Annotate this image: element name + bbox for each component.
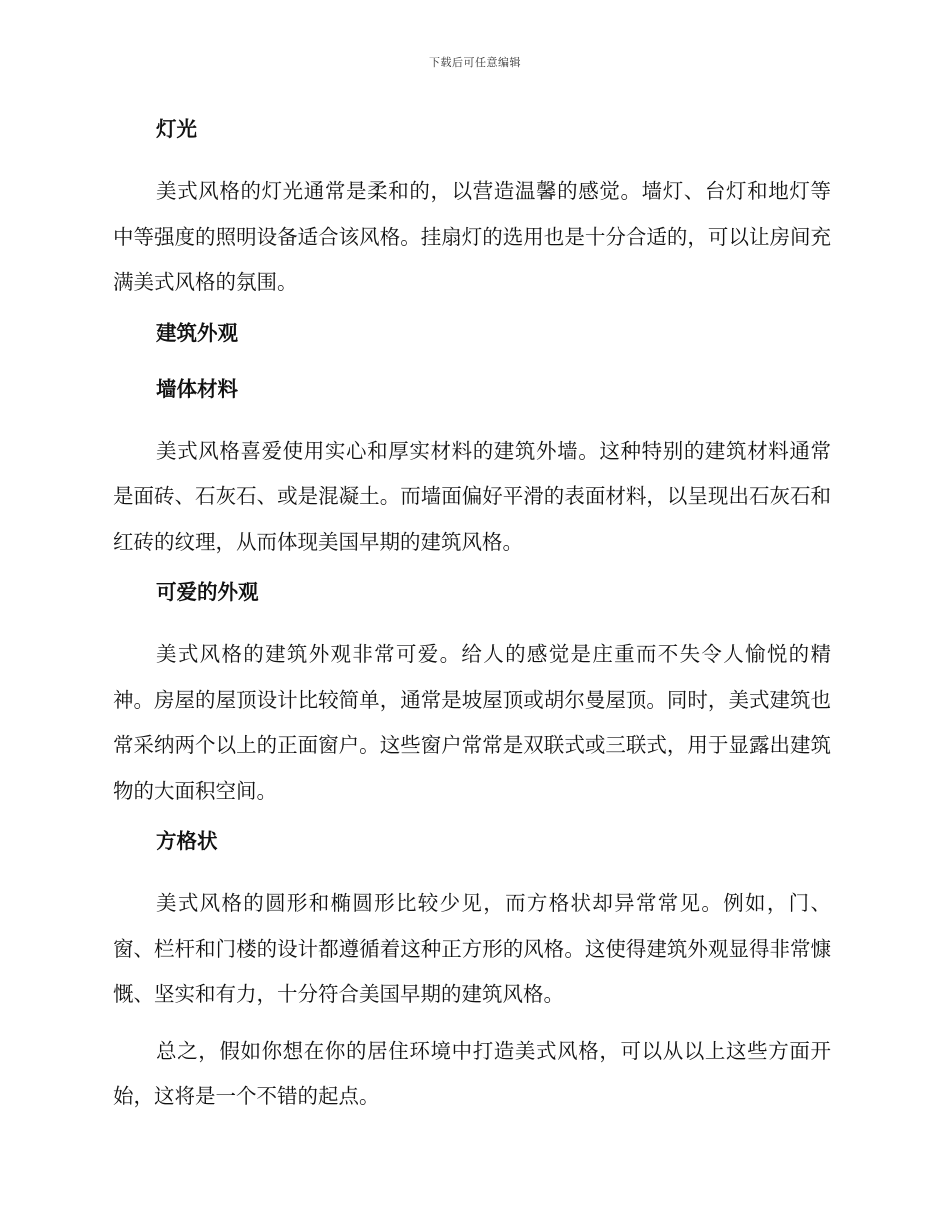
- paragraph-square-shape: 美式风格的圆形和椭圆形比较少见，而方格状却异常常见。例如，门、窗、栏杆和门楼的设计都遵循着这种正方形的风格。这使得建筑外观显得非常慷慨、坚实和有力，十分符合美国早期的建筑风格。: [113, 891, 831, 1006]
- heading-wall-material: 墙体材料: [156, 376, 238, 401]
- heading-lighting: 灯光: [156, 117, 197, 141]
- heading-exterior: 建筑外观: [156, 320, 238, 345]
- paragraph-lighting: 美式风格的灯光通常是柔和的，以营造温馨的感觉。墙灯、台灯和地灯等中等强度的照明设备适合该风格。挂扇灯的选用也是十分合适的，可以让房间充满美式风格的氛围。: [113, 179, 831, 294]
- paragraph-wall-material: 美式风格喜爱使用实心和厚实材料的建筑外墙。这种特别的建筑材料通常是面砖、石灰石、或是混凝土。而墙面偏好平滑的表面材料，以呈现出石灰石和红砖的纹理，从而体现美国早期的建筑风格。: [113, 438, 831, 554]
- document-body: [113, 113, 831, 1120]
- page-header-note: 下载后可任意编辑: [429, 56, 521, 69]
- heading-cute-exterior: 可爱的外观: [156, 580, 259, 604]
- paragraph-cute-exterior: 美式风格的建筑外观非常可爱。给人的感觉是庄重而不失令人愉悦的精神。房屋的屋顶设计比较简单，通常是坡屋顶或胡尔曼屋顶。同时，美式建筑也常采纳两个以上的正面窗户。这些窗户常常是双联式或三联式，用于显露出建筑物的大面积空间。: [113, 642, 831, 803]
- heading-square-shape: 方格状: [156, 829, 218, 853]
- paragraph-conclusion: 总之，假如你想在你的居住环境中打造美式风格，可以从以上这些方面开始，这将是一个不错的起点。: [113, 1038, 831, 1108]
